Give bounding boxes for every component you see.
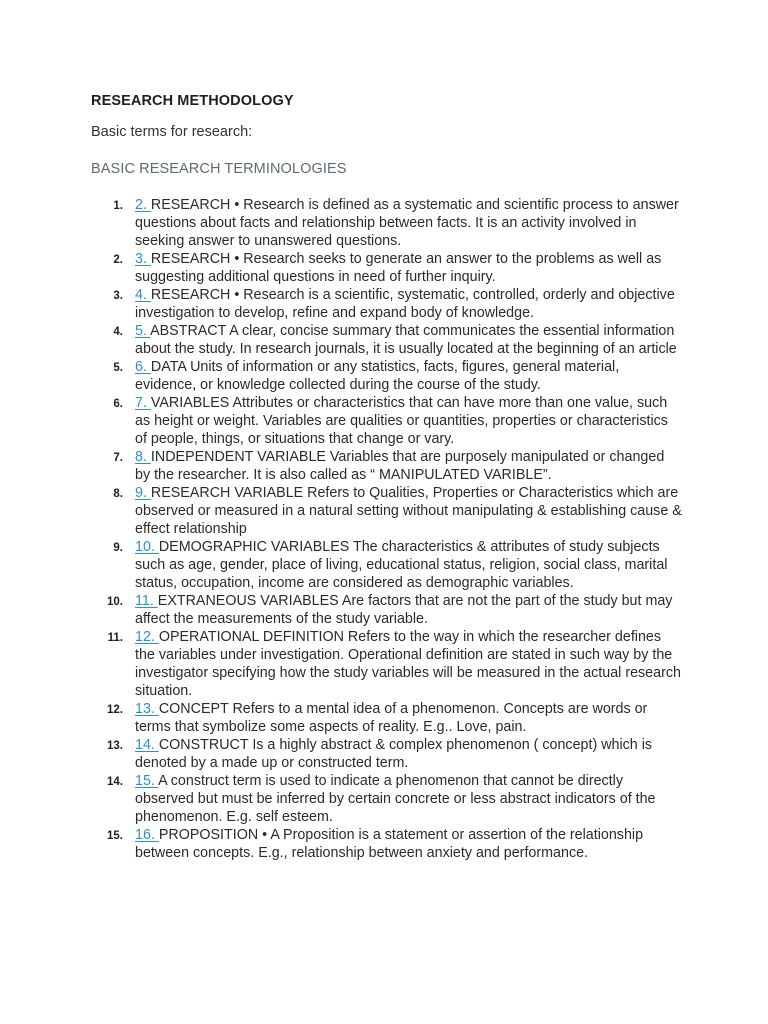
term-text: INDEPENDENT VARIABLE Variables that are purposely manipulated or changed by the researcher. It is also called as “ MANIPULATED VARIBLE”. — [135, 449, 665, 483]
list-number: 14. — [107, 776, 123, 788]
list-number: 3. — [113, 290, 123, 302]
list-number: 1. — [113, 200, 123, 212]
list-number: 8. — [113, 488, 123, 500]
list-number: 2. — [113, 254, 123, 266]
list-number: 6. — [113, 398, 123, 410]
term-link[interactable]: 11. — [135, 593, 158, 609]
term-link[interactable]: 7. — [135, 395, 151, 411]
term-link[interactable]: 10. — [135, 539, 159, 555]
term-link[interactable]: 6. — [135, 359, 151, 375]
list-item — [107, 628, 683, 700]
list-item — [113, 250, 683, 286]
list-item — [113, 538, 683, 592]
list-item — [107, 772, 683, 826]
section-heading: BASIC RESEARCH TERMINOLOGIES — [91, 161, 347, 177]
list-item — [113, 484, 683, 538]
list-item — [113, 196, 683, 250]
list-item — [113, 394, 683, 448]
term-text: PROPOSITION • A Proposition is a statement or assertion of the relationship between concepts. E.g., relationship between anxiety and performance. — [135, 827, 644, 861]
term-text: CONCEPT Refers to a mental idea of a phenomenon. Concepts are words or terms that symbolize some aspects of reality. E.g.. Love, pain. — [135, 701, 648, 735]
list-item — [107, 736, 683, 772]
list-item — [107, 826, 683, 862]
list-number: 4. — [113, 326, 123, 338]
list-item — [113, 322, 683, 358]
term-link[interactable]: 8. — [135, 449, 151, 465]
terminology-list — [107, 196, 683, 862]
term-link[interactable]: 16. — [135, 827, 159, 843]
term-text: RESEARCH • Research seeks to generate an answer to the problems as well as suggesting additional questions in need of further inquiry. — [135, 251, 662, 285]
list-number: 7. — [113, 452, 123, 464]
term-link[interactable]: 3. — [135, 251, 151, 267]
list-number: 10. — [107, 596, 123, 608]
term-text: RESEARCH • Research is defined as a systematic and scientific process to answer questions about facts and relationship between facts. It is an activity involved in seeking answer to unanswered questions. — [135, 197, 679, 249]
list-item — [113, 448, 683, 484]
term-text: RESEARCH VARIABLE Refers to Qualities, Properties or Characteristics which are observed or measured in a natural setting without manipulating & establishing cause & effect relationship — [135, 485, 682, 537]
term-text: DEMOGRAPHIC VARIABLES The characteristics & attributes of study subjects such as age, gender, place of living, educational status, religion, social class, marital status, occupation, income are considered as demographic variables. — [135, 539, 668, 591]
list-item — [113, 286, 683, 322]
term-link[interactable]: 12. — [135, 629, 159, 645]
list-item — [107, 700, 683, 736]
list-number: 9. — [113, 542, 123, 554]
list-number: 11. — [107, 632, 123, 644]
document-title: RESEARCH METHODOLOGY — [91, 93, 294, 109]
term-link[interactable]: 14. — [135, 737, 159, 753]
list-number: 13. — [107, 740, 123, 752]
list-item — [107, 592, 683, 628]
term-text: OPERATIONAL DEFINITION Refers to the way in which the researcher defines the variables under investigation. Operational definition are stated in such way by the investigator specifying how the study variables will be measured in the actual research situation. — [135, 629, 681, 699]
term-link[interactable]: 9. — [135, 485, 151, 501]
term-text: ABSTRACT A clear, concise summary that communicates the essential information about the study. In research journals, it is usually located at the beginning of an article — [135, 323, 677, 357]
term-text: DATA Units of information or any statistics, facts, figures, general material, evidence, or knowledge collected during the course of the study. — [135, 359, 620, 393]
term-link[interactable]: 15. — [135, 773, 159, 789]
list-item — [113, 358, 683, 394]
term-text: A construct term is used to indicate a phenomenon that cannot be directly observed but must be inferred by certain concrete or less abstract indicators of the phenomenon. E.g. self esteem. — [135, 773, 656, 825]
list-number: 5. — [113, 362, 123, 374]
document-subtitle: Basic terms for research: — [91, 124, 253, 140]
term-link[interactable]: 2. — [135, 197, 151, 213]
list-number: 12. — [107, 704, 123, 716]
term-text: RESEARCH • Research is a scientific, systematic, controlled, orderly and objective investigation to develop, refine and expand body of knowledge. — [135, 287, 675, 321]
term-text: CONSTRUCT Is a highly abstract & complex phenomenon ( concept) which is denoted by a made up or constructed term. — [135, 737, 653, 771]
term-link[interactable]: 13. — [135, 701, 159, 717]
term-text: VARIABLES Attributes or characteristics that can have more than one value, such as height or weight. Variables are qualities or quantities, properties or characteristics of people, things, or situations that change or vary. — [135, 395, 668, 447]
term-link[interactable]: 5. — [135, 323, 151, 339]
term-text: EXTRANEOUS VARIABLES Are factors that are not the part of the study but may affect the measurements of the study variable. — [135, 593, 673, 627]
term-link[interactable]: 4. — [135, 287, 151, 303]
list-number: 15. — [107, 830, 123, 842]
